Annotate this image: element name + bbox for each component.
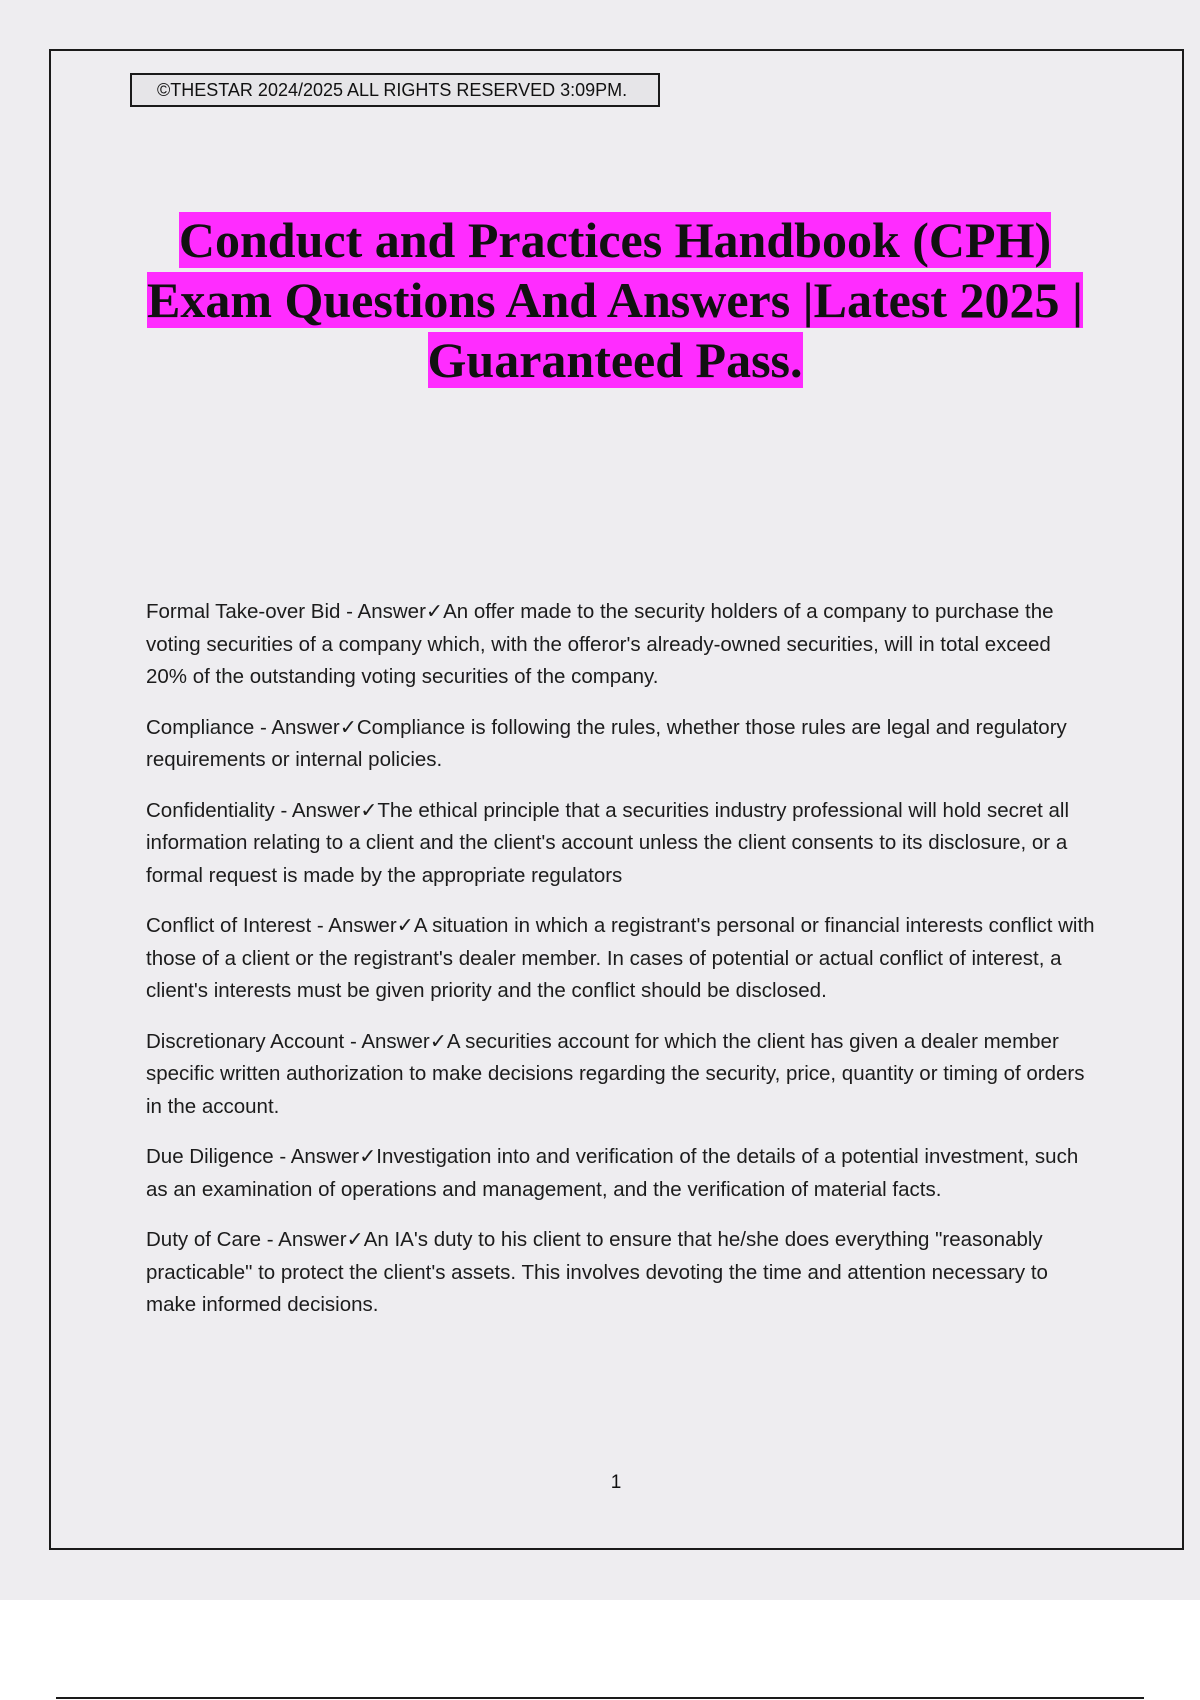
entry-term: Due Diligence — [146, 1145, 274, 1168]
title-line-2: Exam Questions And Answers |Latest 2025 | — [146, 272, 1083, 328]
title-line-1: Conduct and Practices Handbook (CPH) — [178, 212, 1052, 268]
entry-definition: An IA's duty to his client to ensure that he/she does everything "reasonably practicable" to protect the client's assets. This involves devoting the time and attention necessary to make informed decisions. — [146, 1228, 1048, 1316]
entry-term: Discretionary Account — [146, 1029, 345, 1053]
entry-term: Formal Take-over Bid — [146, 600, 341, 623]
title-line-3: Guaranteed Pass. — [427, 332, 803, 388]
entry-definition: A situation in which a registrant's personal or financial interests conflict with those of a client or the registrant's dealer member. In cases of potential or actual conflict of interest, a client's interests must be given priority and the conflict should be disclosed. — [146, 914, 1095, 1002]
glossary-entry — [146, 596, 1096, 694]
entry-separator: - Answer✓ — [261, 1228, 364, 1251]
glossary-entry — [146, 712, 1096, 777]
entry-term: Compliance — [146, 715, 255, 739]
entry-separator: - Answer✓ — [340, 600, 444, 623]
entry-separator: - Answer✓ — [254, 715, 357, 739]
glossary-entry — [146, 1026, 1096, 1124]
glossary-list — [146, 596, 1096, 1340]
entry-definition: Compliance is following the rules, whether those rules are legal and regulatory requirements or internal policies. — [146, 715, 1067, 771]
page-number: 1 — [610, 1472, 622, 1493]
entry-definition: Investigation into and verification of the details of a potential investment, such as an examination of operations and management, and the verification of material facts. — [146, 1145, 1079, 1201]
glossary-entry — [146, 795, 1096, 893]
entry-term: Conflict of Interest — [146, 914, 312, 937]
copyright-notice: ©THESTAR 2024/2025 ALL RIGHTS RESERVED 3:09PM. — [130, 73, 660, 107]
entry-term: Duty of Care — [146, 1228, 262, 1251]
glossary-entry — [146, 1224, 1096, 1322]
entry-term: Confidentiality — [146, 798, 275, 822]
entry-definition: A securities account for which the client has given a dealer member specific written authorization to make decisions regarding the security, price, quantity or timing of orders in the account. — [146, 1029, 1085, 1118]
document-title — [90, 210, 1140, 390]
entry-definition: An offer made to the security holders of a company to purchase the voting securities of a company which, with the offeror's already-owned securities, will in total exceed 20% of the outstanding voting securities of the company. — [146, 600, 1054, 688]
glossary-entry — [146, 1141, 1096, 1206]
entry-separator: - Answer✓ — [273, 1145, 377, 1168]
next-page-divider — [56, 1697, 1144, 1699]
entry-separator: - Answer✓ — [311, 914, 414, 937]
entry-definition: The ethical principle that a securities industry professional will hold secret all information relating to a client and the client's account unless the client consents to its disclosure, or a formal request is made by the appropriate regulators — [146, 798, 1070, 887]
entry-separator: - Answer✓ — [274, 798, 378, 822]
glossary-entry — [146, 910, 1096, 1008]
entry-separator: - Answer✓ — [344, 1029, 447, 1053]
